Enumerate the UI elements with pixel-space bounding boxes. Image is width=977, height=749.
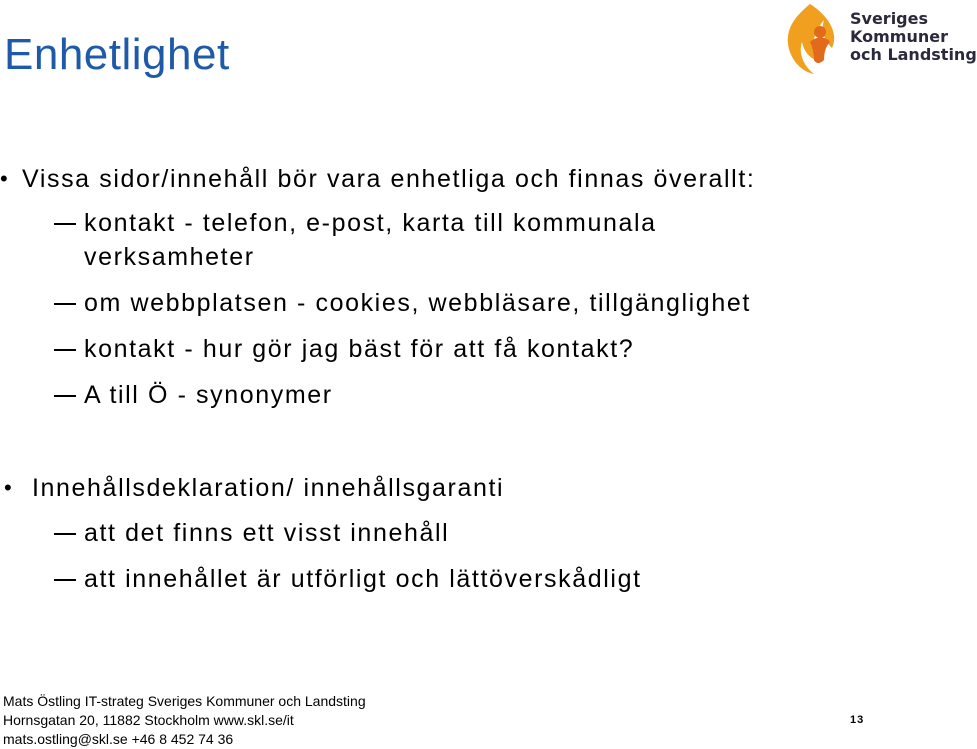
dash-icon — [54, 579, 76, 581]
skl-logo — [780, 2, 977, 76]
sub-item — [84, 334, 634, 364]
sub-item-text: att innehållet är utförligt och lättöverskådligt — [84, 565, 642, 593]
logo-line-2: Kommuner — [850, 27, 948, 46]
footer-author: Mats Östling IT-strateg Sveriges Kommuner och Landsting — [3, 693, 366, 709]
dash-icon — [54, 533, 76, 535]
logo-wordmark — [850, 10, 977, 64]
sub-item — [84, 208, 657, 238]
bullet-1 — [0, 164, 756, 194]
sub-item-text: verksamheter — [84, 243, 255, 271]
logo-line-1: Sveriges — [850, 9, 929, 28]
slide-footer — [3, 692, 366, 749]
sub-item — [84, 564, 642, 594]
dash-icon — [54, 303, 76, 305]
slide-title: Enhetlighet — [4, 30, 230, 79]
logo-line-3: och Landsting — [850, 45, 977, 64]
sub-item-text: om webbplatsen - cookies, webbläsare, tillgänglighet — [84, 289, 751, 317]
page-number: 13 — [850, 714, 865, 726]
sub-item-text: att det finns ett visst innehåll — [84, 519, 450, 547]
bullet-dot-icon: • — [0, 166, 8, 191]
sub-item — [84, 518, 449, 548]
sub-item-text: kontakt - telefon, e-post, karta till kommunala — [84, 209, 657, 237]
dash-icon — [54, 395, 76, 397]
sub-item-continuation — [84, 242, 255, 272]
dash-icon — [54, 349, 76, 351]
dash-icon — [54, 223, 76, 225]
bullet-2-text: Innehållsdeklaration/ innehållsgaranti — [32, 474, 505, 502]
sub-item — [84, 288, 751, 318]
sub-item-text: A till Ö - synonymer — [84, 381, 333, 409]
bullet-2 — [4, 473, 505, 503]
skl-flame-icon — [780, 2, 846, 76]
sub-item — [84, 380, 333, 410]
sub-item-text: kontakt - hur gör jag bäst för att få kontakt? — [84, 335, 635, 363]
bullet-dot-icon: • — [4, 475, 12, 500]
footer-contact: mats.ostling@skl.se +46 8 452 74 36 — [3, 731, 234, 747]
footer-address: Hornsgatan 20, 11882 Stockholm www.skl.se/it — [3, 712, 294, 728]
bullet-1-text: Vissa sidor/innehåll bör vara enhetliga och finnas överallt: — [22, 165, 756, 193]
